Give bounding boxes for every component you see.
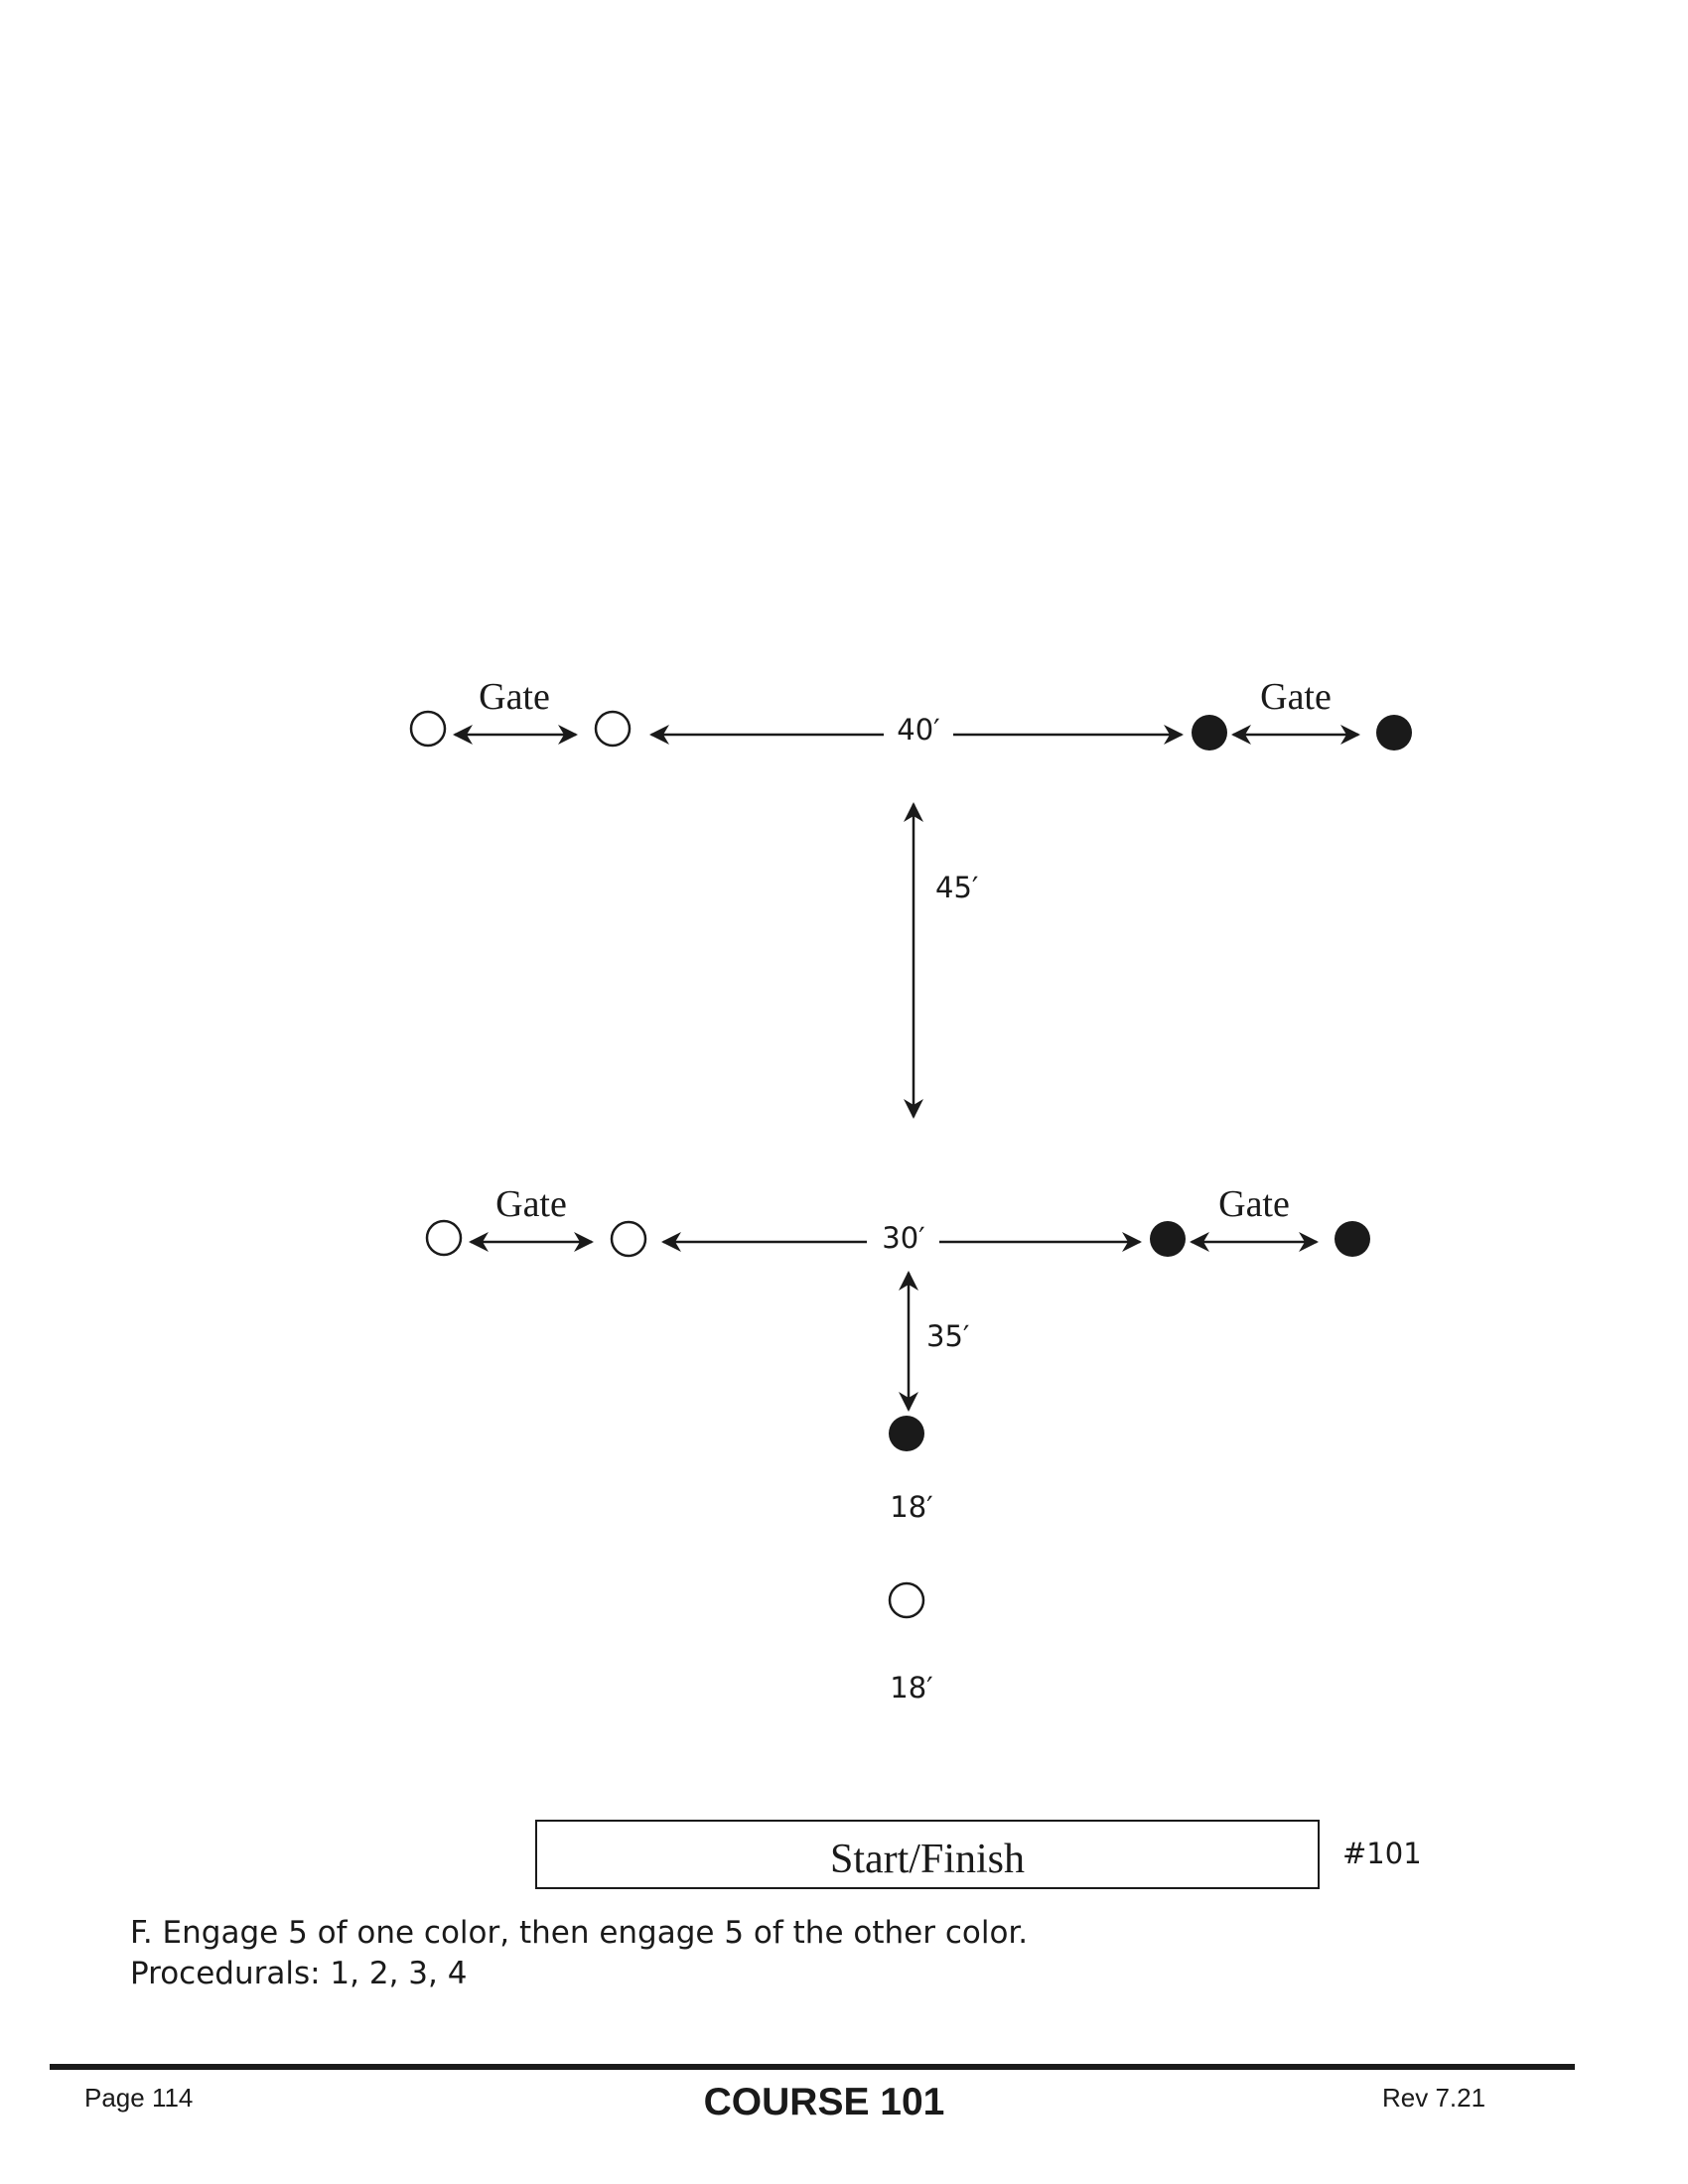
black-cone bbox=[1192, 715, 1227, 751]
course-title: COURSE 101 bbox=[703, 2081, 945, 2123]
dimension-label: 45′ bbox=[935, 871, 979, 904]
start-finish-label: Start/Finish bbox=[829, 1837, 1026, 1882]
white-cone bbox=[612, 1222, 645, 1256]
instructions bbox=[130, 1913, 1028, 1994]
gate-label: Gate bbox=[495, 1183, 567, 1225]
revision: Rev 7.21 bbox=[1382, 2083, 1486, 2113]
dimension-label: 40′ bbox=[897, 713, 940, 747]
gate-label: Gate bbox=[1218, 1183, 1290, 1225]
course-number: #101 bbox=[1342, 1837, 1422, 1870]
black-cone bbox=[889, 1416, 924, 1451]
white-cone bbox=[890, 1583, 923, 1617]
dimension-label: 30′ bbox=[882, 1221, 925, 1255]
footer-divider bbox=[50, 2064, 1575, 2070]
black-cone bbox=[1150, 1221, 1186, 1257]
black-cone bbox=[1335, 1221, 1370, 1257]
white-cone bbox=[427, 1221, 461, 1255]
page-number: Page 114 bbox=[84, 2083, 194, 2113]
gate-label: Gate bbox=[479, 676, 550, 718]
dimension-label: 18′ bbox=[890, 1490, 933, 1524]
procedurals-line: Procedurals: 1, 2, 3, 4 bbox=[130, 1956, 468, 1991]
dimension-label: 35′ bbox=[926, 1319, 970, 1353]
instruction-line: F. Engage 5 of one color, then engage 5 of the other color. bbox=[130, 1915, 1029, 1951]
white-cone bbox=[596, 712, 630, 746]
white-cone bbox=[411, 712, 445, 746]
dimension-label: 18′ bbox=[890, 1671, 933, 1705]
black-cone bbox=[1376, 715, 1412, 751]
gate-label: Gate bbox=[1260, 676, 1332, 718]
